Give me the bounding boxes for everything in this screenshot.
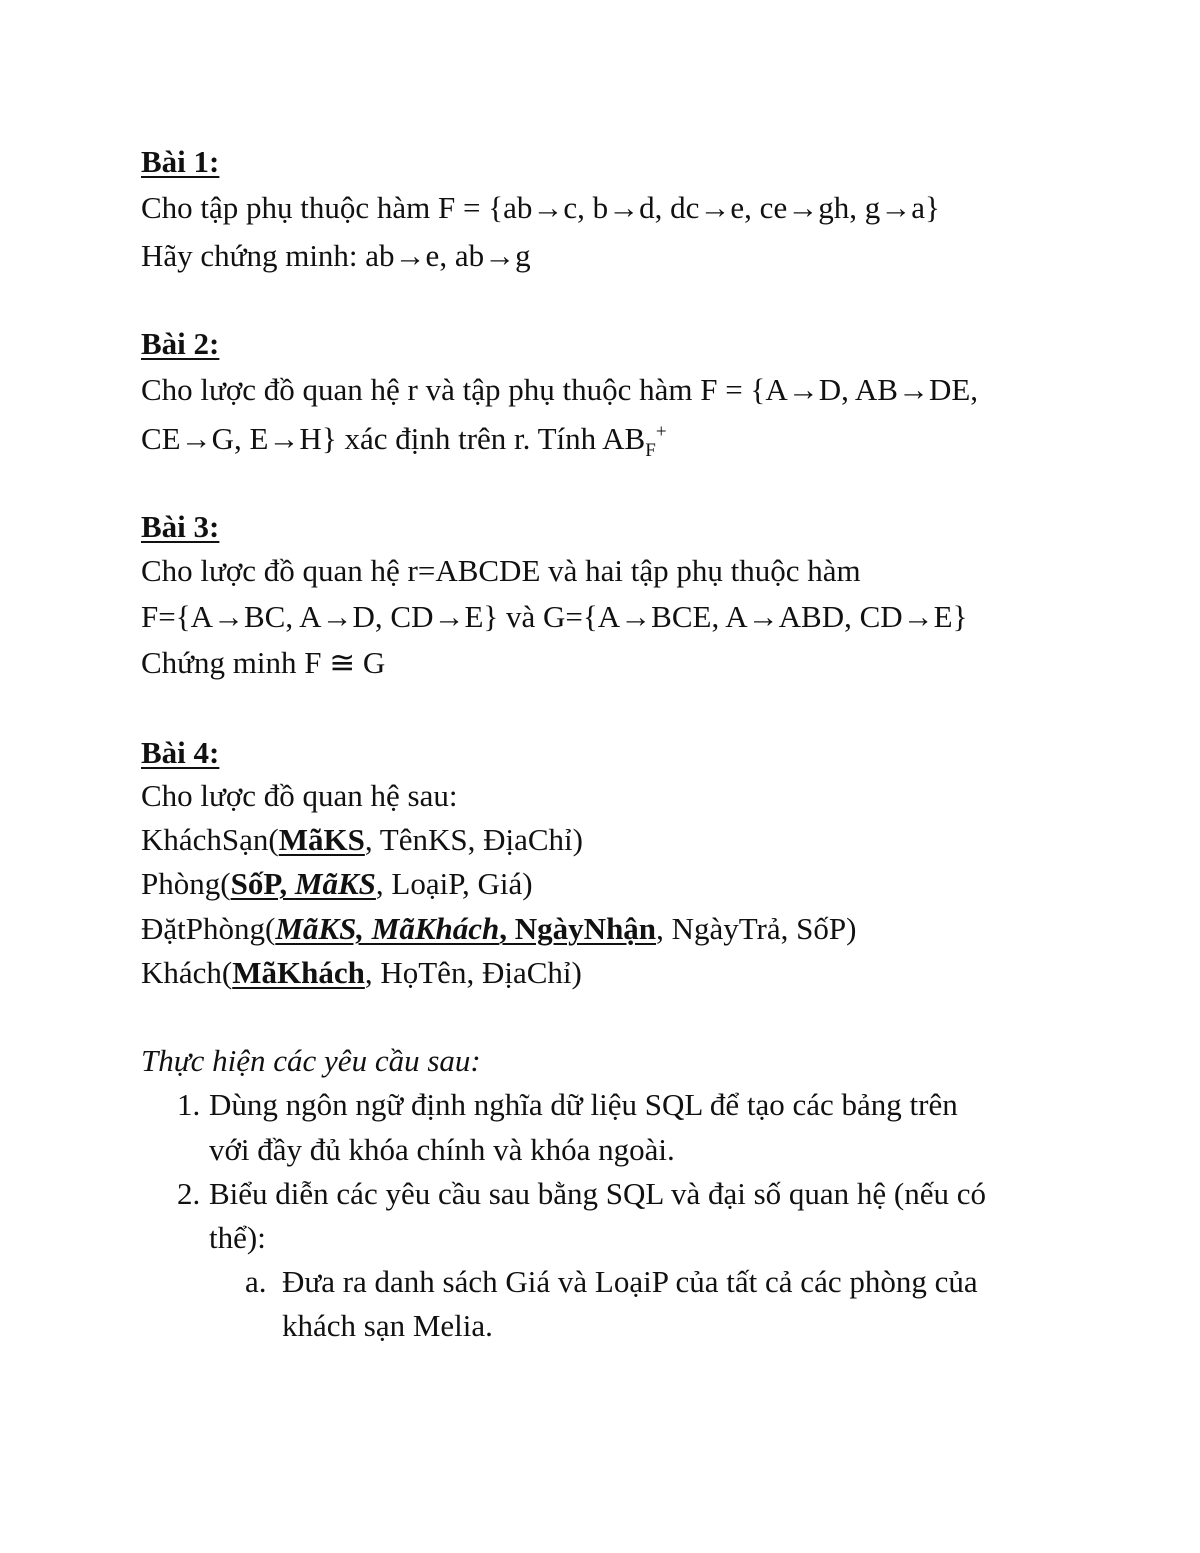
- subitem-a-letter: a.: [245, 1264, 267, 1299]
- subitem-a-line1: Đưa ra danh sách Giá và LoạiP của tất cả các phòng của: [282, 1264, 978, 1299]
- schema-khach: [141, 953, 582, 993]
- bai2-line2: [141, 419, 667, 462]
- schema-datphong-name: ĐặtPhòng(: [141, 911, 276, 946]
- bai2-line2-superscript: +: [655, 421, 667, 443]
- item1-line2: với đầy đủ khóa chính và khóa ngoài.: [209, 1132, 675, 1167]
- item2-line2: thể):: [209, 1220, 266, 1255]
- schema-khachsan-rest: , TênKS, ĐịaChỉ): [364, 822, 583, 857]
- schema-phong-name: Phòng(: [141, 866, 231, 901]
- bai1-line1: Cho tập phụ thuộc hàm F = {ab→c, b→d, dc→e, ce→gh, g→a}: [141, 190, 940, 225]
- schema-phong-rest: , LoạiP, Giá): [375, 866, 533, 901]
- schema-khachsan-name: KháchSạn(: [141, 822, 279, 857]
- bai4-intro: Cho lược đồ quan hệ sau:: [141, 778, 458, 813]
- item1-number: 1.: [177, 1087, 201, 1122]
- bai2-heading: Bài 2:: [141, 326, 220, 361]
- schema-khach-name: Khách(: [141, 955, 233, 990]
- schema-khachsan-key: MãKS: [278, 822, 365, 857]
- schema-khachsan: [141, 820, 583, 860]
- bai3-line1: Cho lược đồ quan hệ r=ABCDE và hai tập phụ thuộc hàm: [141, 553, 861, 588]
- schema-phong-key-sop: SốP,: [230, 866, 295, 901]
- schema-khach-key: MãKhách: [232, 955, 365, 990]
- requirements-title: Thực hiện các yêu cầu sau:: [141, 1043, 481, 1078]
- schema-datphong-key-ngaynhan: , NgàyNhận: [499, 911, 657, 946]
- item2-number: 2.: [177, 1176, 201, 1211]
- schema-datphong: [141, 909, 856, 949]
- schema-phong-key-maks: MãKS: [294, 866, 376, 901]
- schema-datphong-rest: , NgàyTrả, SốP): [656, 911, 857, 946]
- schema-khach-rest: , HọTên, ĐịaChỉ): [364, 955, 582, 990]
- subitem-a-line2: khách sạn Melia.: [282, 1308, 493, 1343]
- bai3-line3: Chứng minh F ≅ G: [141, 645, 386, 680]
- schema-datphong-key-foreign: MãKS, MãKhách: [275, 911, 500, 946]
- item1-line1: Dùng ngôn ngữ định nghĩa dữ liệu SQL để tạo các bảng trên: [209, 1087, 958, 1122]
- bai1-line2: Hãy chứng minh: ab→e, ab→g: [141, 238, 531, 273]
- bai2-line1: Cho lược đồ quan hệ r và tập phụ thuộc hàm F = {A→D, AB→DE,: [141, 372, 979, 407]
- bai1-heading: Bài 1:: [141, 144, 220, 179]
- bai3-line2: F={A→BC, A→D, CD→E} và G={A→BCE, A→ABD, CD→E}: [141, 599, 968, 634]
- bai2-line2-subscript: F: [645, 440, 656, 462]
- bai2-line2-main: CE→G, E→H} xác định trên r. Tính AB: [141, 421, 646, 456]
- item2-line1: Biểu diễn các yêu cầu sau bằng SQL và đại số quan hệ (nếu có: [209, 1176, 987, 1211]
- bai4-heading: Bài 4:: [141, 735, 220, 770]
- bai3-heading: Bài 3:: [141, 509, 220, 544]
- schema-phong: [141, 864, 533, 904]
